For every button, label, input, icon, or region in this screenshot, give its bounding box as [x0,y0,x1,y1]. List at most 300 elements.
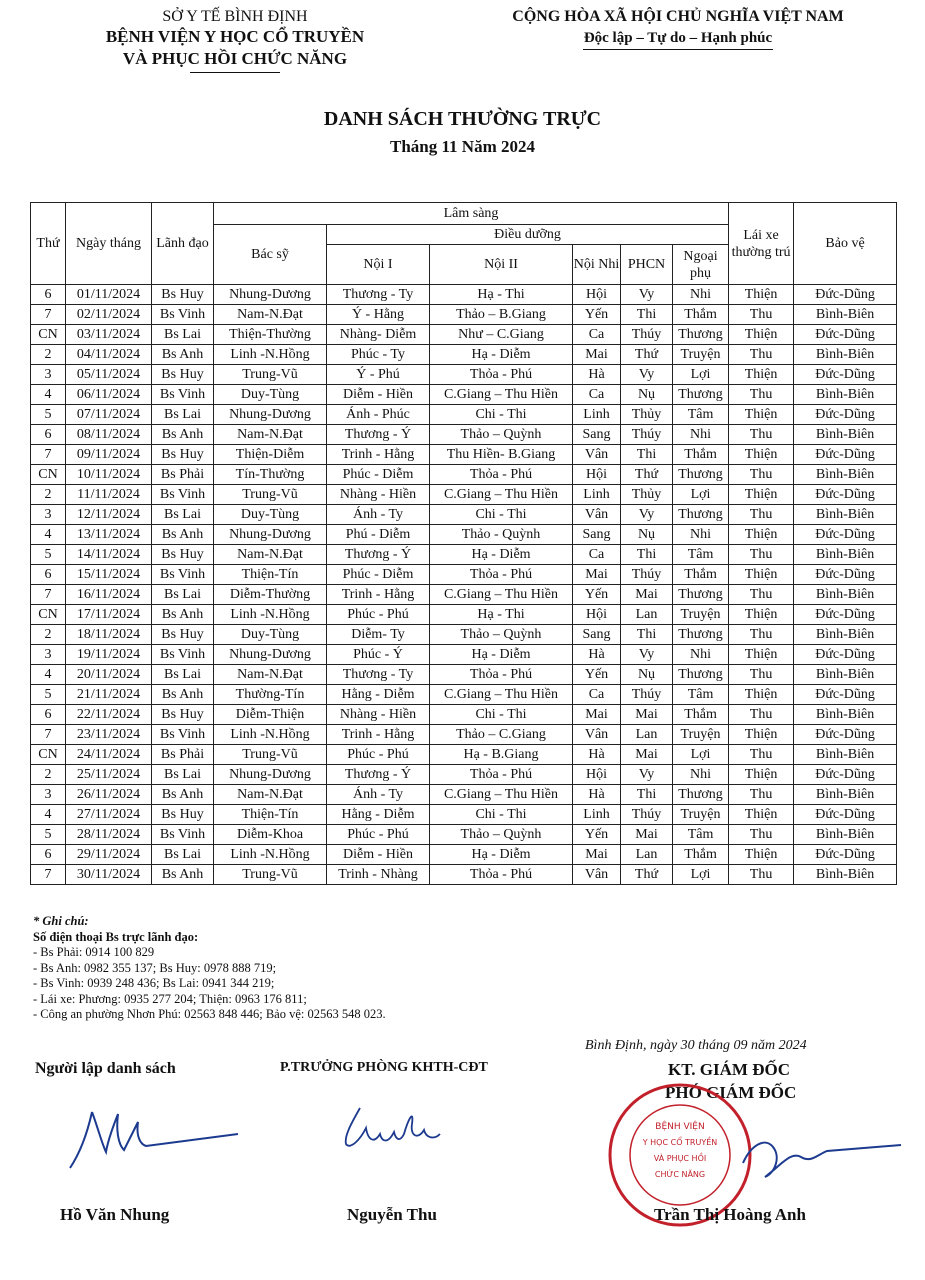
cell-ngay: 13/11/2024 [66,525,152,545]
cell-noi-2: C.Giang – Thu Hiền [430,685,573,705]
cell-lai-xe: Thu [729,505,794,525]
table-row [31,505,897,525]
cell-noi-2: C.Giang – Thu Hiền [430,585,573,605]
table-row [31,445,897,465]
cell-bac-sy: Diễm-Khoa [214,825,327,845]
table-row [31,745,897,765]
cell-noi-1: Hằng - Diễm [327,805,430,825]
cell-noi-2: Hạ - Diễm [430,545,573,565]
table-row [31,285,897,305]
cell-noi-nhi: Hà [573,745,621,765]
cell-thu: 7 [31,585,66,605]
cell-bac-sy: Trung-Vũ [214,365,327,385]
cell-bac-sy: Nam-N.Đạt [214,305,327,325]
cell-noi-nhi: Mai [573,345,621,365]
cell-noi-1: Nhàng - Hiền [327,485,430,505]
cell-phcn: Thứ [621,465,673,485]
cell-lanh-dao: Bs Huy [152,705,214,725]
cell-noi-1: Thương - Ty [327,285,430,305]
cell-ngay: 27/11/2024 [66,805,152,825]
cell-ngay: 25/11/2024 [66,765,152,785]
cell-noi-2: Thỏa - Phú [430,665,573,685]
cell-lanh-dao: Bs Huy [152,805,214,825]
cell-ngoai-phu: Nhi [673,425,729,445]
cell-phcn: Nụ [621,525,673,545]
header-bao-ve: Bảo vệ [794,203,897,285]
cell-phcn: Nụ [621,665,673,685]
cell-ngay: 23/11/2024 [66,725,152,745]
cell-noi-1: Ánh - Phúc [327,405,430,425]
cell-lai-xe: Thiện [729,605,794,625]
cell-bao-ve: Đức-Dũng [794,525,897,545]
cell-ngoai-phu: Tâm [673,545,729,565]
cell-ngoai-phu: Thắm [673,305,729,325]
cell-lanh-dao: Bs Vinh [152,645,214,665]
cell-thu: CN [31,465,66,485]
cell-thu: 2 [31,345,66,365]
cell-noi-1: Thương - Ý [327,765,430,785]
cell-thu: 6 [31,705,66,725]
cell-phcn: Vy [621,765,673,785]
cell-bac-sy: Tín-Thường [214,465,327,485]
header-phcn: PHCN [621,245,673,285]
cell-thu: 4 [31,805,66,825]
cell-lanh-dao: Bs Lai [152,325,214,345]
cell-thu: 5 [31,825,66,845]
cell-lanh-dao: Bs Anh [152,865,214,885]
cell-ngoai-phu: Thương [673,585,729,605]
cell-lai-xe: Thu [729,825,794,845]
cell-ngay: 21/11/2024 [66,685,152,705]
cell-noi-nhi: Yến [573,665,621,685]
cell-noi-2: C.Giang – Thu Hiền [430,385,573,405]
cell-ngay: 15/11/2024 [66,565,152,585]
cell-noi-nhi: Sang [573,625,621,645]
cell-lanh-dao: Bs Vinh [152,485,214,505]
cell-thu: 5 [31,405,66,425]
cell-ngoai-phu: Thương [673,465,729,485]
cell-phcn: Vy [621,365,673,385]
notes-heading: * Ghi chú: [33,914,89,928]
cell-ngoai-phu: Truyện [673,725,729,745]
cell-ngoai-phu: Thắm [673,565,729,585]
cell-noi-2: Chi - Thi [430,505,573,525]
table-row [31,665,897,685]
cell-ngay: 11/11/2024 [66,485,152,505]
cell-ngay: 12/11/2024 [66,505,152,525]
cell-noi-2: Thỏa - Phú [430,765,573,785]
header-lai-xe: Lái xe thường trú [729,203,794,285]
header-ngoai-phu: Ngoại phụ [673,245,729,285]
cell-thu: 4 [31,665,66,685]
cell-phcn: Lan [621,725,673,745]
cell-lanh-dao: Bs Lai [152,665,214,685]
cell-bao-ve: Đức-Dũng [794,685,897,705]
cell-lai-xe: Thiện [729,285,794,305]
cell-thu: CN [31,745,66,765]
cell-bao-ve: Bình-Biên [794,385,897,405]
cell-phcn: Thủy [621,405,673,425]
cell-thu: 6 [31,565,66,585]
cell-thu: 2 [31,625,66,645]
table-row [31,825,897,845]
cell-noi-2: Thảo - Quỳnh [430,525,573,545]
cell-noi-1: Phúc - Ty [327,345,430,365]
cell-noi-2: Hạ - Diễm [430,645,573,665]
cell-phcn: Vy [621,645,673,665]
cell-lai-xe: Thu [729,625,794,645]
cell-noi-2: Hạ - Thi [430,285,573,305]
issuer-block [70,8,400,73]
cell-lai-xe: Thu [729,305,794,325]
cell-phcn: Nụ [621,385,673,405]
cell-phcn: Mai [621,745,673,765]
svg-text:Y HỌC CỔ TRUYỀN: Y HỌC CỔ TRUYỀN [642,1138,718,1147]
document-title: DANH SÁCH THƯỜNG TRỰC [323,108,602,130]
cell-phcn: Thi [621,545,673,565]
cell-noi-2: Hạ - Diễm [430,345,573,365]
national-motto: Độc lập – Tự do – Hạnh phúc [583,30,773,46]
deputy-director-title: PHÓ GIÁM ĐỐC [665,1083,797,1102]
cell-lanh-dao: Bs Vinh [152,305,214,325]
cell-noi-2: Hạ - Diễm [430,845,573,865]
cell-bao-ve: Bình-Biên [794,825,897,845]
cell-noi-1: Diễm - Hiền [327,385,430,405]
cell-bac-sy: Diễm-Thường [214,585,327,605]
cell-noi-nhi: Ca [573,385,621,405]
cell-lai-xe: Thiện [729,765,794,785]
cell-noi-2: Chi - Thi [430,805,573,825]
cell-lanh-dao: Bs Phải [152,745,214,765]
cell-noi-1: Trinh - Hằng [327,585,430,605]
cell-phcn: Mai [621,705,673,725]
director-name: Trần Thị Hoàng Anh [654,1205,806,1224]
cell-ngoai-phu: Lợi [673,365,729,385]
header-noi-nhi: Nội Nhi [573,245,621,285]
cell-noi-1: Trinh - Hằng [327,725,430,745]
cell-ngoai-phu: Tâm [673,825,729,845]
cell-bao-ve: Bình-Biên [794,625,897,645]
cell-lanh-dao: Bs Huy [152,625,214,645]
cell-thu: 7 [31,445,66,465]
cell-thu: 4 [31,525,66,545]
cell-noi-1: Thương - Ty [327,665,430,685]
cell-phcn: Mai [621,825,673,845]
notes-line: - Bs Anh: 0982 355 137; Bs Huy: 0978 888 719; [33,960,277,975]
cell-ngoai-phu: Thắm [673,705,729,725]
cell-thu: CN [31,605,66,625]
cell-ngay: 10/11/2024 [66,465,152,485]
cell-lanh-dao: Bs Vinh [152,385,214,405]
cell-ngay: 07/11/2024 [66,405,152,425]
cell-lai-xe: Thiện [729,525,794,545]
notes-line: - Bs Phải: 0914 100 829 [33,945,155,959]
cell-noi-1: Diễm - Hiền [327,845,430,865]
header-bac-sy: Bác sỹ [214,225,327,285]
cell-noi-nhi: Mai [573,705,621,725]
cell-thu: 5 [31,685,66,705]
cell-ngay: 05/11/2024 [66,365,152,385]
cell-phcn: Mai [621,585,673,605]
table-row [31,305,897,325]
cell-thu: 6 [31,845,66,865]
table-row [31,425,897,445]
motto-underline [583,49,773,50]
cell-thu: 3 [31,785,66,805]
table-row [31,645,897,665]
table-row [31,605,897,625]
notes-line: - Công an phường Nhơn Phú: 02563 848 446; Bảo vệ: 02563 548 023. [33,1007,386,1021]
cell-ngoai-phu: Lợi [673,485,729,505]
cell-noi-nhi: Sang [573,525,621,545]
cell-ngoai-phu: Truyện [673,345,729,365]
cell-lanh-dao: Bs Huy [152,545,214,565]
cell-noi-nhi: Vân [573,725,621,745]
notes-phones-title: Số điện thoại Bs trực lãnh đạo: [33,929,199,944]
cell-noi-nhi: Hà [573,645,621,665]
table-row [31,865,897,885]
cell-noi-nhi: Mai [573,845,621,865]
table-row [31,845,897,865]
cell-noi-1: Nhàng - Hiền [327,705,430,725]
cell-phcn: Thúy [621,425,673,445]
cell-phcn: Vy [621,285,673,305]
cell-noi-nhi: Hội [573,465,621,485]
cell-lanh-dao: Bs Lai [152,585,214,605]
cell-noi-1: Phúc - Diễm [327,465,430,485]
cell-lanh-dao: Bs Lai [152,505,214,525]
table-row [31,765,897,785]
cell-noi-2: Thỏa - Phú [430,365,573,385]
dept-head-signature [338,1100,448,1155]
cell-ngoai-phu: Lợi [673,745,729,765]
header-thu: Thứ [31,203,66,285]
cell-ngoai-phu: Truyện [673,805,729,825]
cell-noi-1: Phúc - Ý [327,645,430,665]
cell-bao-ve: Bình-Biên [794,665,897,685]
cell-bao-ve: Bình-Biên [794,305,897,325]
cell-ngay: 04/11/2024 [66,345,152,365]
preparer-signature [62,1100,242,1175]
cell-bao-ve: Đức-Dũng [794,805,897,825]
national-motto-block [478,8,878,50]
table-row [31,345,897,365]
cell-noi-1: Ánh - Ty [327,785,430,805]
cell-ngay: 19/11/2024 [66,645,152,665]
cell-bao-ve: Bình-Biên [794,705,897,725]
cell-ngay: 26/11/2024 [66,785,152,805]
cell-lai-xe: Thu [729,865,794,885]
cell-bao-ve: Bình-Biên [794,585,897,605]
cell-noi-nhi: Linh [573,805,621,825]
cell-ngoai-phu: Tâm [673,405,729,425]
cell-lanh-dao: Bs Huy [152,445,214,465]
cell-ngoai-phu: Thương [673,785,729,805]
cell-thu: 7 [31,305,66,325]
cell-lai-xe: Thiện [729,805,794,825]
cell-bac-sy: Diễm-Thiện [214,705,327,725]
cell-ngay: 18/11/2024 [66,625,152,645]
cell-bao-ve: Đức-Dũng [794,285,897,305]
notes-block [33,914,386,1023]
cell-ngoai-phu: Thương [673,625,729,645]
cell-thu: 2 [31,765,66,785]
cell-ngay: 09/11/2024 [66,445,152,465]
cell-noi-1: Nhàng- Diễm [327,325,430,345]
table-row [31,725,897,745]
header-dieu-duong: Điều dưỡng [327,225,729,245]
cell-bac-sy: Nhung-Dương [214,525,327,545]
cell-lanh-dao: Bs Anh [152,685,214,705]
cell-ngoai-phu: Tâm [673,685,729,705]
cell-lanh-dao: Bs Huy [152,285,214,305]
table-row [31,585,897,605]
cell-thu: 7 [31,725,66,745]
cell-thu: 5 [31,545,66,565]
cell-ngoai-phu: Thương [673,505,729,525]
cell-noi-2: Thu Hiền- B.Giang [430,445,573,465]
cell-ngay: 24/11/2024 [66,745,152,765]
cell-lanh-dao: Bs Vinh [152,825,214,845]
cell-lanh-dao: Bs Anh [152,525,214,545]
table-row [31,485,897,505]
cell-bac-sy: Linh -N.Hồng [214,845,327,865]
cell-ngay: 03/11/2024 [66,325,152,345]
cell-noi-2: Chi - Thi [430,705,573,725]
cell-lai-xe: Thu [729,465,794,485]
cell-lai-xe: Thiện [729,325,794,345]
cell-noi-2: Thỏa - Phú [430,865,573,885]
cell-ngoai-phu: Nhi [673,645,729,665]
cell-noi-1: Ý - Hằng [327,305,430,325]
cell-noi-1: Phúc - Phú [327,745,430,765]
cell-bac-sy: Linh -N.Hồng [214,345,327,365]
cell-lai-xe: Thu [729,745,794,765]
cell-noi-nhi: Hội [573,285,621,305]
cell-lanh-dao: Bs Vinh [152,565,214,585]
cell-bao-ve: Đức-Dũng [794,565,897,585]
cell-bac-sy: Thiện-Tín [214,805,327,825]
cell-lai-xe: Thiện [729,365,794,385]
cell-bac-sy: Nam-N.Đạt [214,425,327,445]
cell-ngoai-phu: Thắm [673,845,729,865]
cell-lanh-dao: Bs Anh [152,785,214,805]
cell-bao-ve: Bình-Biên [794,425,897,445]
cell-phcn: Lan [621,845,673,865]
cell-lai-xe: Thiện [729,485,794,505]
header-ngay-thang: Ngày tháng [66,203,152,285]
cell-lai-xe: Thiện [729,645,794,665]
cell-ngay: 06/11/2024 [66,385,152,405]
cell-bac-sy: Thiện-Thường [214,325,327,345]
cell-bao-ve: Đức-Dũng [794,365,897,385]
cell-ngay: 14/11/2024 [66,545,152,565]
cell-bac-sy: Linh -N.Hồng [214,725,327,745]
cell-noi-nhi: Hà [573,785,621,805]
cell-bao-ve: Đức-Dũng [794,485,897,505]
cell-bac-sy: Duy-Tùng [214,505,327,525]
cell-bao-ve: Bình-Biên [794,745,897,765]
cell-ngoai-phu: Thắm [673,445,729,465]
cell-bac-sy: Duy-Tùng [214,385,327,405]
cell-noi-nhi: Linh [573,485,621,505]
cell-bao-ve: Đức-Dũng [794,445,897,465]
cell-noi-nhi: Yến [573,305,621,325]
cell-ngay: 30/11/2024 [66,865,152,885]
header-lam-sang: Lâm sàng [214,203,729,225]
cell-ngoai-phu: Nhi [673,765,729,785]
notes-line: - Lái xe: Phương: 0935 277 204; Thiện: 0963 176 811; [33,991,307,1006]
cell-ngay: 02/11/2024 [66,305,152,325]
cell-ngoai-phu: Nhi [673,285,729,305]
cell-bac-sy: Nhung-Dương [214,285,327,305]
preparer-title: Người lập danh sách [35,1060,176,1077]
cell-bac-sy: Trung-Vũ [214,745,327,765]
svg-text:VÀ PHỤC HỒI: VÀ PHỤC HỒI [653,1154,707,1163]
issuer-hospital-line1: BỆNH VIỆN Y HỌC CỔ TRUYỀN [105,27,365,46]
cell-noi-1: Diễm- Ty [327,625,430,645]
cell-noi-nhi: Yến [573,585,621,605]
cell-lanh-dao: Bs Vinh [152,725,214,745]
cell-lai-xe: Thiện [729,445,794,465]
cell-lanh-dao: Bs Phải [152,465,214,485]
cell-thu: 3 [31,645,66,665]
table-row [31,705,897,725]
cell-noi-1: Thương - Ý [327,425,430,445]
cell-ngoai-phu: Thương [673,385,729,405]
cell-bao-ve: Bình-Biên [794,785,897,805]
cell-lanh-dao: Bs Lai [152,765,214,785]
table-row [31,805,897,825]
cell-noi-nhi: Ca [573,325,621,345]
cell-thu: 3 [31,365,66,385]
cell-phcn: Thi [621,625,673,645]
cell-noi-1: Phúc - Diễm [327,565,430,585]
cell-bac-sy: Nhung-Dương [214,405,327,425]
cell-bac-sy: Nhung-Dương [214,765,327,785]
header-lanh-dao: Lãnh đạo [152,203,214,285]
cell-phcn: Thi [621,445,673,465]
cell-bac-sy: Thường-Tín [214,685,327,705]
cell-ngay: 22/11/2024 [66,705,152,725]
notes-line: - Bs Vinh: 0939 248 436; Bs Lai: 0941 344 219; [33,976,275,990]
cell-ngoai-phu: Truyện [673,605,729,625]
cell-lai-xe: Thu [729,425,794,445]
roster-body [31,285,897,885]
cell-lai-xe: Thiện [729,725,794,745]
cell-noi-2: Thảo – Quỳnh [430,425,573,445]
cell-phcn: Thứ [621,345,673,365]
table-row [31,525,897,545]
cell-phcn: Thi [621,305,673,325]
cell-bao-ve: Bình-Biên [794,545,897,565]
cell-thu: 6 [31,425,66,445]
cell-bao-ve: Bình-Biên [794,505,897,525]
cell-ngay: 17/11/2024 [66,605,152,625]
cell-noi-2: Như – C.Giang [430,325,573,345]
cell-lai-xe: Thu [729,665,794,685]
cell-bac-sy: Trung-Vũ [214,485,327,505]
cell-bao-ve: Bình-Biên [794,465,897,485]
cell-noi-nhi: Ca [573,545,621,565]
header-noi-1: Nội I [327,245,430,285]
cell-lai-xe: Thu [729,345,794,365]
dept-head-name: Nguyễn Thu [347,1205,437,1224]
cell-phcn: Thủy [621,485,673,505]
cell-thu: 4 [31,385,66,405]
cell-thu: 7 [31,865,66,885]
cell-phcn: Thúy [621,805,673,825]
